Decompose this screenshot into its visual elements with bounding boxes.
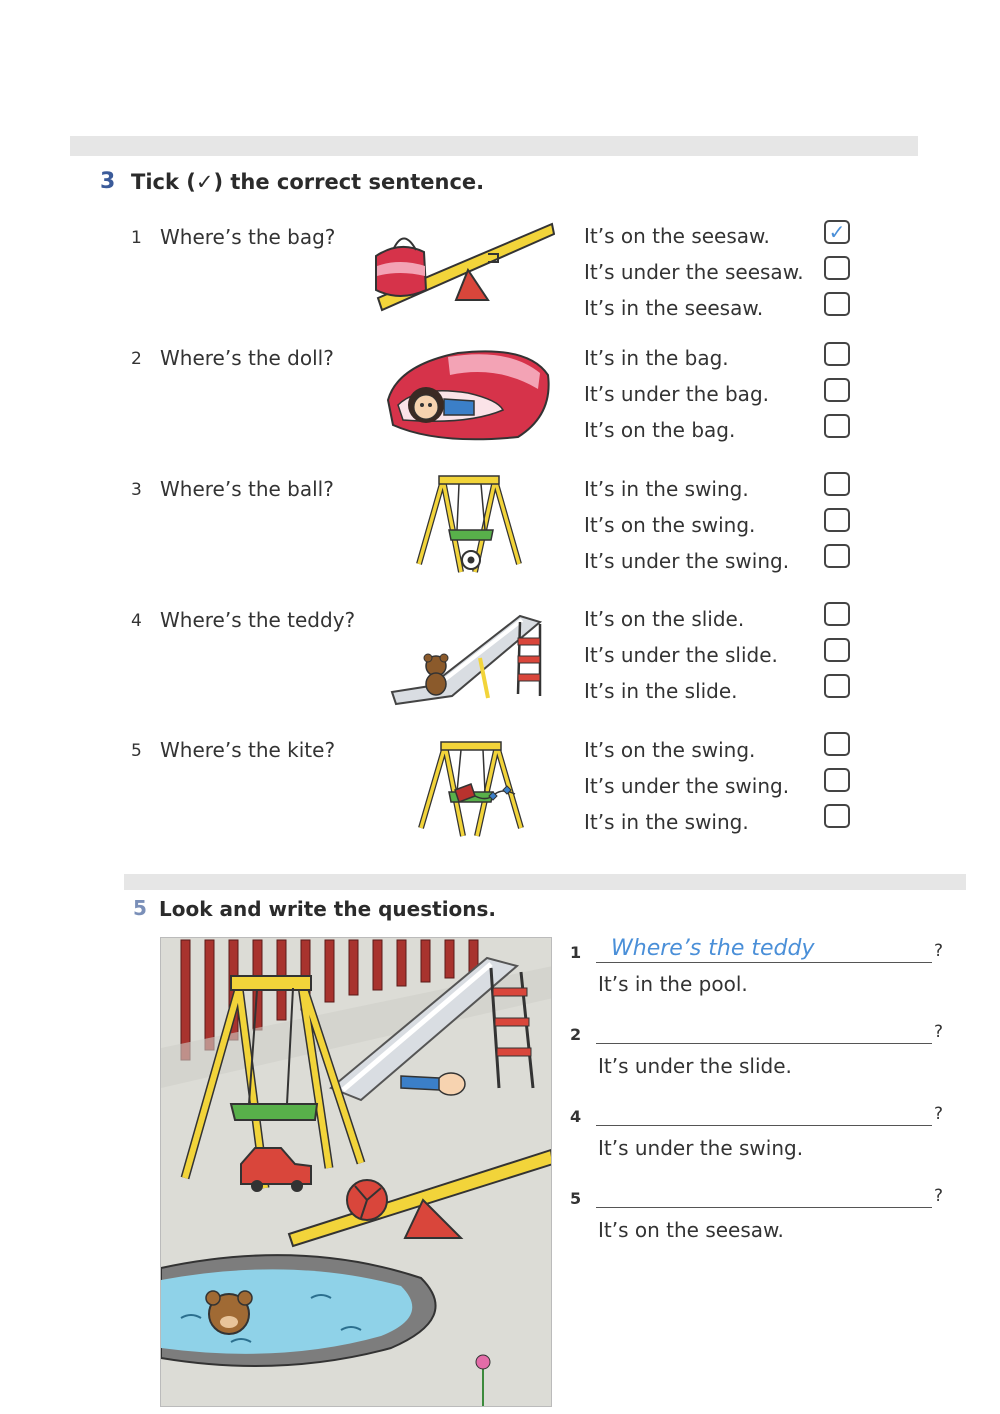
question-number: 4	[131, 611, 142, 631]
answer-line[interactable]	[596, 1125, 932, 1126]
tick-box[interactable]	[824, 414, 850, 438]
item-number: 1	[570, 943, 582, 962]
question-mark: ?	[934, 1104, 944, 1124]
tick-box[interactable]	[824, 220, 850, 244]
item-number: 5	[570, 1189, 582, 1208]
question-number: 3	[131, 480, 142, 500]
question-mark: ?	[934, 1186, 944, 1206]
swing-ball-illustration	[413, 472, 528, 577]
section-divider-top	[70, 136, 918, 156]
answer-option: It’s in the swing.	[584, 810, 749, 834]
written-answer: Where’s the teddy	[611, 936, 815, 961]
answer-line[interactable]	[596, 1207, 932, 1208]
tick-box[interactable]	[824, 732, 850, 756]
seesaw-bag-illustration	[370, 218, 555, 313]
answer-sentence: It’s in the pool.	[598, 972, 748, 996]
exercise-number: 5	[133, 896, 147, 920]
tick-box[interactable]	[824, 256, 850, 280]
answer-line[interactable]	[596, 962, 932, 963]
answer-option: It’s in the bag.	[584, 346, 729, 370]
tick-box[interactable]	[824, 378, 850, 402]
tick-box[interactable]	[824, 804, 850, 828]
answer-option: It’s in the swing.	[584, 477, 749, 501]
answer-option: It’s on the slide.	[584, 607, 745, 631]
answer-option: It’s on the swing.	[584, 513, 756, 537]
tick-box[interactable]	[824, 508, 850, 532]
question-text: Where’s the bag?	[160, 225, 336, 249]
answer-sentence: It’s on the seesaw.	[598, 1218, 784, 1242]
answer-option: It’s under the seesaw.	[584, 260, 804, 284]
question-number: 5	[131, 741, 142, 761]
checkmark-icon: ✓	[828, 220, 846, 244]
answer-option: It’s under the swing.	[584, 549, 790, 573]
question-text: Where’s the kite?	[160, 738, 336, 762]
tick-box[interactable]	[824, 544, 850, 568]
item-number: 4	[570, 1107, 582, 1126]
doll-in-bag-illustration	[378, 345, 553, 445]
exercise-title: Look and write the questions.	[159, 897, 497, 921]
tick-box[interactable]	[824, 638, 850, 662]
tick-box[interactable]	[824, 472, 850, 496]
question-mark: ?	[934, 941, 944, 961]
answer-option: It’s on the swing.	[584, 738, 756, 762]
answer-sentence: It’s under the slide.	[598, 1054, 792, 1078]
item-number: 2	[570, 1025, 582, 1044]
swing-kite-illustration	[415, 738, 530, 838]
answer-option: It’s under the slide.	[584, 643, 778, 667]
answer-option: It’s on the bag.	[584, 418, 736, 442]
question-number: 2	[131, 349, 142, 369]
answer-line[interactable]	[596, 1043, 932, 1044]
answer-option: It’s in the slide.	[584, 679, 738, 703]
question-number: 1	[131, 228, 142, 248]
answer-sentence: It’s under the swing.	[598, 1136, 804, 1160]
question-text: Where’s the doll?	[160, 346, 334, 370]
playground-illustration	[160, 937, 552, 1407]
tick-box[interactable]	[824, 292, 850, 316]
answer-option: It’s in the seesaw.	[584, 296, 764, 320]
exercise-number: 3	[100, 169, 116, 194]
answer-option: It’s under the swing.	[584, 774, 790, 798]
tick-box[interactable]	[824, 674, 850, 698]
question-text: Where’s the teddy?	[160, 608, 356, 632]
section-divider-bottom	[124, 874, 966, 890]
exercise-title: Tick (✓) the correct sentence.	[131, 170, 485, 194]
question-text: Where’s the ball?	[160, 477, 334, 501]
tick-box[interactable]	[824, 768, 850, 792]
tick-box[interactable]	[824, 602, 850, 626]
answer-option: It’s under the bag.	[584, 382, 769, 406]
question-mark: ?	[934, 1022, 944, 1042]
tick-box[interactable]	[824, 342, 850, 366]
answer-option: It’s on the seesaw.	[584, 224, 770, 248]
slide-teddy-illustration	[390, 610, 550, 708]
